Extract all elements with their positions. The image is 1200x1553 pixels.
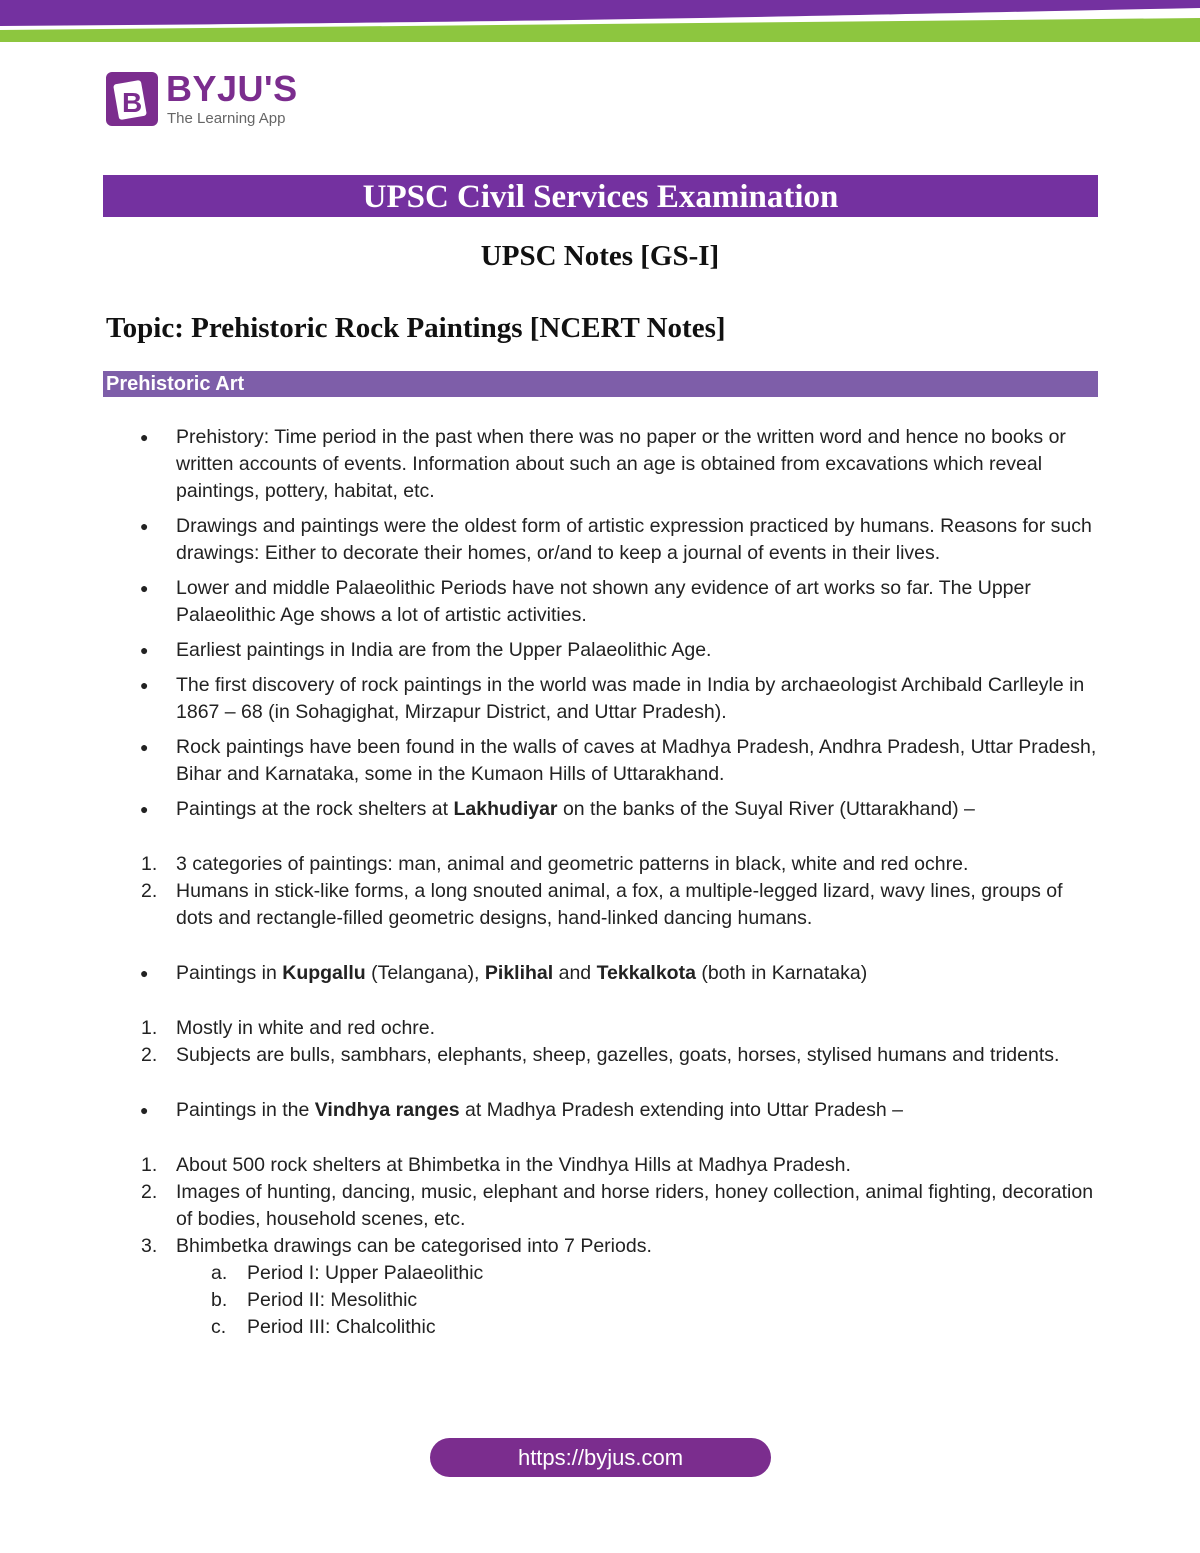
logo-tagline: The Learning App [167,110,286,127]
list-item-text [176,1042,1101,1069]
lettered-item [0,1287,1200,1314]
top-decorative-band [0,0,1200,42]
bullet-item [0,575,1200,629]
bold-term: Kupgallu [282,962,366,984]
logo-b-icon [106,72,158,126]
svg-text:B: B [122,87,143,118]
bullet-item [0,960,1200,987]
footer-url-link[interactable]: https://byjus.com [430,1438,771,1477]
list-item-text [247,1287,1097,1314]
list-marker: ● [140,965,149,981]
list-item-text [176,575,1101,629]
numbered-item [0,1233,1200,1260]
exam-banner: UPSC Civil Services Examination [103,175,1098,217]
text-segment: Images of hunting, dancing, music, elephant and horse riders, honey collection, animal fighting, decoration of bodies, household scenes, etc. [176,1181,1094,1230]
numbered-item [0,1179,1200,1233]
list-item-text [176,513,1101,567]
numbered-item [0,878,1200,932]
notes-subtitle: UPSC Notes [GS-I] [480,240,720,272]
list-item-text [247,1314,1097,1341]
text-segment: Period II: Mesolithic [247,1289,418,1311]
bold-term: Lakhudiyar [453,798,558,820]
text-segment: on the banks of the Suyal River (Uttarakhand) – [557,798,975,820]
list-marker: ● [140,580,149,596]
lettered-item [0,1314,1200,1341]
text-segment: (Telangana), [365,962,485,984]
text-segment: Lower and middle Palaeolithic Periods have not shown any evidence of art works so far. The Upper Palaeolithic Age shows a lot of artistic activities. [176,577,1031,626]
text-segment: Subjects are bulls, sambhars, elephants, sheep, gazelles, goats, horses, stylised humans and tridents. [176,1044,1060,1066]
text-segment: The first discovery of rock paintings in the world was made in India by archaeologist Archibald Carlleyle in 1867 – 68 (in Sohagighat, Mirzapur District, and Uttar Pradesh). [176,674,1085,723]
text-segment: Bhimbetka drawings can be categorised into 7 Periods. [176,1235,652,1257]
list-marker: 1. [141,1154,158,1176]
text-segment: About 500 rock shelters at Bhimbetka in the Vindhya Hills at Madhya Pradesh. [176,1154,851,1176]
numbered-item [0,1152,1200,1179]
list-marker: ● [140,1102,149,1118]
text-segment: Mostly in white and red ochre. [176,1017,436,1039]
text-segment: 3 categories of paintings: man, animal and geometric patterns in black, white and red ochre. [176,853,969,875]
numbered-item [0,1015,1200,1042]
topic-heading: Topic: Prehistoric Rock Paintings [NCERT Notes] [106,312,726,344]
text-segment: Humans in stick-like forms, a long snouted animal, a fox, a multiple-legged lizard, wavy lines, groups of dots and rectangle-filled geometric designs, hand-linked dancing humans. [176,880,1063,929]
list-item-text [176,1152,1101,1179]
list-marker: a. [211,1262,228,1284]
bullet-item [0,637,1200,664]
list-marker: ● [140,642,149,658]
list-item-text [176,1179,1101,1233]
bullet-item [0,1097,1200,1124]
list-marker: 2. [141,1181,158,1203]
notes-content [0,424,1200,1341]
list-item-text [247,1260,1097,1287]
numbered-item [0,1042,1200,1069]
list-marker: 3. [141,1235,158,1257]
list-marker: ● [140,518,149,534]
text-segment: Drawings and paintings were the oldest form of artistic expression practiced by humans. Reasons for such drawings: Either to decorate their homes, or/and to keep a journal of events in their lives. [176,515,1092,564]
numbered-item [0,851,1200,878]
section-heading: Prehistoric Art [103,371,1098,397]
list-item-text [176,672,1101,726]
bullet-item [0,796,1200,823]
list-item-text [176,1233,1101,1260]
list-item-text [176,424,1101,505]
list-item-text [176,851,1101,878]
text-segment: Earliest paintings in India are from the Upper Palaeolithic Age. [176,639,712,661]
text-segment: Period I: Upper Palaeolithic [247,1262,484,1284]
bold-term: Vindhya ranges [314,1099,460,1121]
text-segment: at Madhya Pradesh extending into Uttar Pradesh – [459,1099,903,1121]
list-marker: 2. [141,1044,158,1066]
list-item-text [176,796,1101,823]
list-item-text [176,878,1101,932]
list-marker: c. [211,1316,227,1338]
list-marker: ● [140,801,149,817]
list-item-text [176,1097,1101,1124]
text-segment: Rock paintings have been found in the walls of caves at Madhya Pradesh, Andhra Pradesh, Uttar Pradesh, Bihar and Karnataka, some in the Kumaon Hills of Uttarakhand. [176,736,1097,785]
logo-brand-text: BYJU'S [166,68,298,109]
byjus-logo [106,70,316,130]
text-segment: Period III: Chalcolithic [247,1316,436,1338]
list-marker: 1. [141,1017,158,1039]
bold-term: Tekkalkota [596,962,696,984]
lettered-item [0,1260,1200,1287]
list-marker: ● [140,429,149,445]
bullet-item [0,424,1200,505]
text-segment: (both in Karnataka) [695,962,868,984]
list-marker: 1. [141,853,158,875]
list-item-text [176,1015,1101,1042]
text-segment: Paintings at the rock shelters at [176,798,454,820]
list-marker: ● [140,739,149,755]
text-segment: Paintings in [176,962,283,984]
list-item-text [176,637,1101,664]
list-marker: 2. [141,880,158,902]
list-marker: b. [211,1289,228,1311]
list-item-text [176,734,1101,788]
bold-term: Piklihal [484,962,554,984]
list-marker: ● [140,677,149,693]
text-segment: Prehistory: Time period in the past when there was no paper or the written word and hence no books or written accounts of events. Information about such an age is obtained from excavations which reveal paintings, pottery, habitat, etc. [176,426,1066,502]
bullet-item [0,734,1200,788]
text-segment: and [553,962,597,984]
bullet-item [0,672,1200,726]
list-item-text [176,960,1101,987]
text-segment: Paintings in the [176,1099,315,1121]
bullet-item [0,513,1200,567]
